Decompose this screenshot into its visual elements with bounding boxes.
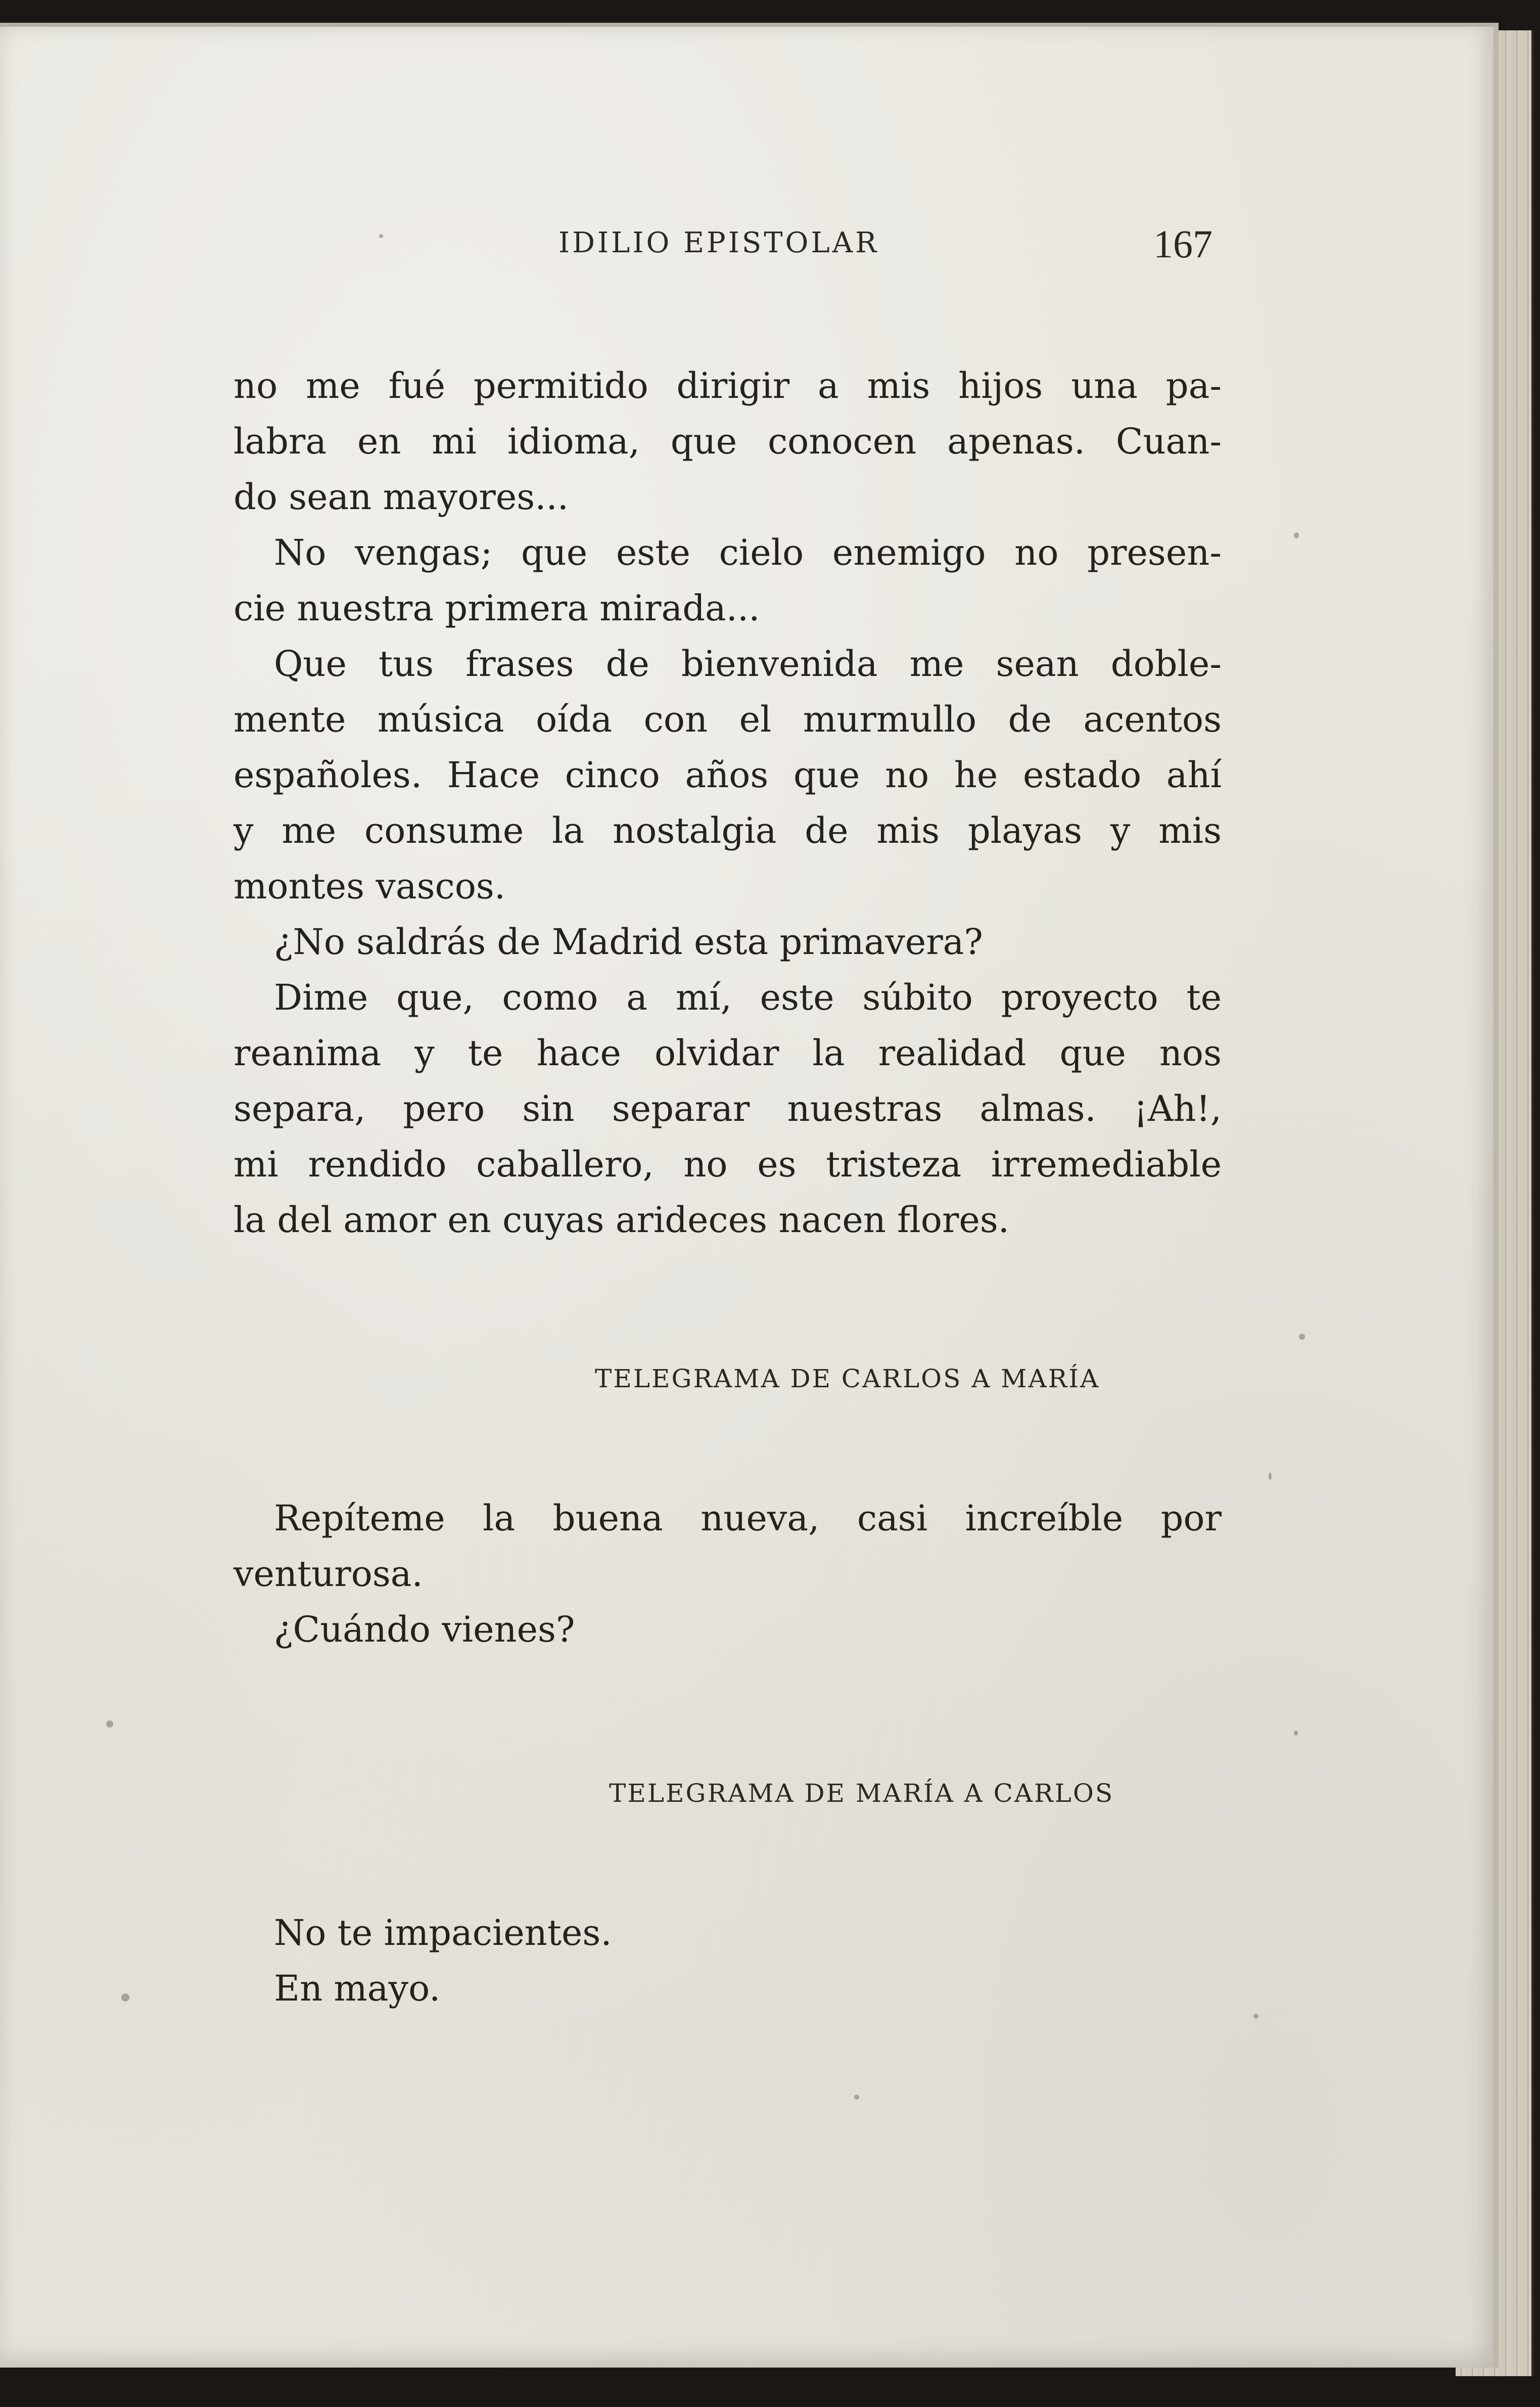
letter-line: separa, pero sin separar nuestras almas. ¡Ah!, [234, 1088, 1222, 1129]
letter-line: montes vascos. [234, 866, 506, 907]
paper-speck [1269, 1473, 1272, 1480]
letter-line: mi rendido caballero, no es tristeza irremediable [234, 1144, 1222, 1185]
telegram-body [234, 1490, 1222, 1657]
letter-line: labra en mi idioma, que conocen apenas. Cuan- [234, 421, 1222, 462]
letter-line: y me consume la nostalgia de mis playas y mis [234, 810, 1222, 851]
telegram-line: venturosa. [234, 1553, 423, 1595]
paper-speck [1294, 532, 1299, 538]
telegram-heading: TELEGRAMA DE MARÍA A CARLOS [609, 1779, 1114, 1808]
letter-line: mente música oída con el murmullo de acentos [234, 699, 1222, 740]
paper-speck [1253, 2014, 1258, 2019]
telegram-body [274, 1905, 1184, 2016]
letter-line: Que tus frases de bienvenida me sean doble- [274, 643, 1222, 685]
letter-line: españoles. Hace cinco años que no he estado ahí [234, 754, 1222, 796]
telegram-line: ¿Cuándo vienes? [274, 1609, 575, 1650]
letter-line: ¿No saldrás de Madrid esta primavera? [274, 921, 983, 963]
paper-speck [379, 234, 383, 238]
telegram-line: En mayo. [274, 1968, 441, 2009]
running-title: IDILIO EPISTOLAR [558, 226, 879, 259]
page-number: 167 [1153, 222, 1212, 266]
telegram-heading: TELEGRAMA DE CARLOS A MARÍA [595, 1364, 1100, 1393]
letter-line: Dime que, como a mí, este súbito proyecto te [274, 977, 1222, 1018]
paper-speck [121, 1993, 129, 2002]
letter-line: la del amor en cuyas arideces nacen flores. [234, 1199, 1010, 1241]
paper-speck [854, 2095, 859, 2100]
paper-speck [106, 1720, 113, 1728]
letter-line: cie nuestra primera mirada... [234, 587, 760, 629]
paper-speck [1294, 1731, 1298, 1736]
paper-speck [1299, 1334, 1305, 1340]
letter-line: No vengas; que este cielo enemigo no presen- [274, 532, 1222, 573]
letter-body [234, 358, 1222, 1248]
book-page [0, 23, 1499, 2368]
telegram-line: Repíteme la buena nueva, casi increíble por [274, 1497, 1222, 1539]
telegram-line: No te impacientes. [274, 1912, 612, 1954]
letter-line: no me fué permitido dirigir a mis hijos una pa- [234, 365, 1222, 406]
letter-line: do sean mayores... [234, 476, 569, 518]
letter-line: reanima y te hace olvidar la realidad que nos [234, 1032, 1222, 1074]
